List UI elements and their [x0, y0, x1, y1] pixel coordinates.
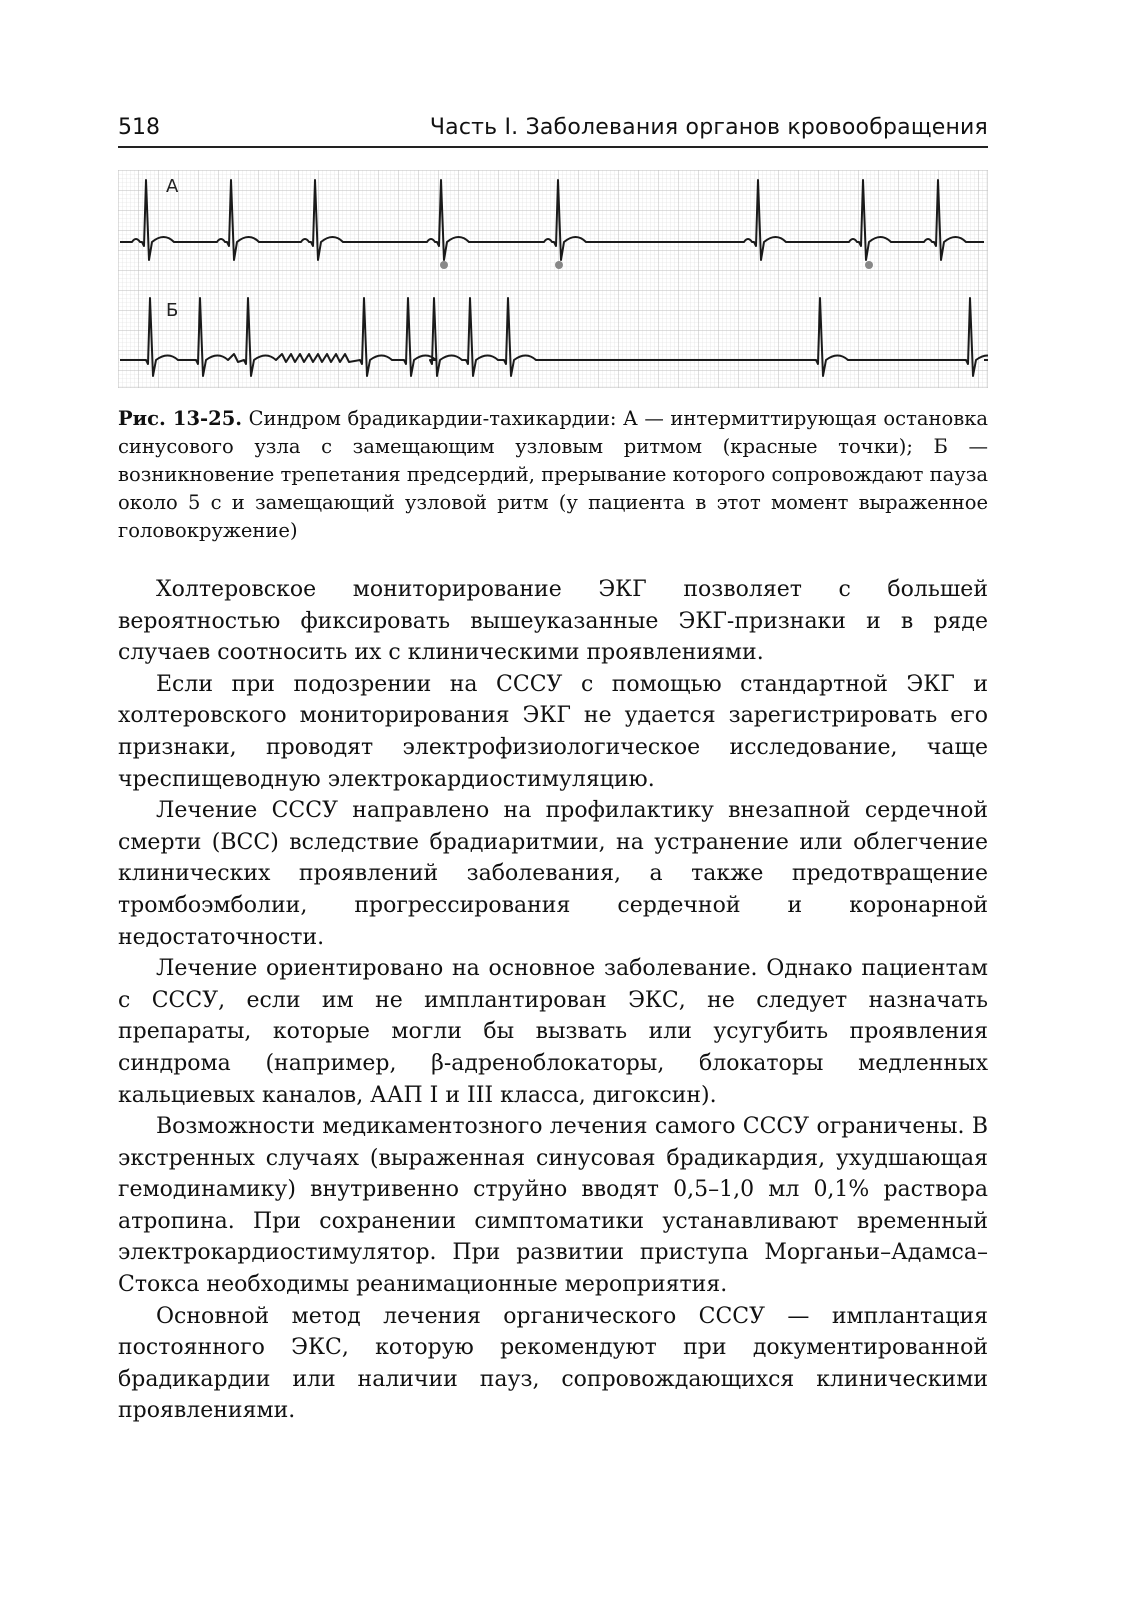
paragraph-ep-study: Если при подозрении на СССУ с помощью стандартной ЭКГ и холтеровского мониторирования ЭКГ не удается зарегистрировать его признаки, проводят электрофизиологическое исследование, чаще чреспищеводную электрокардиостимуляцию. [118, 671, 988, 792]
ecg-grid [118, 170, 988, 388]
running-head [118, 106, 988, 148]
paragraph-underlying-disease: Лечение ориентировано на основное заболевание. Однако пациентам с СССУ, если им не имплантирован ЭКС, не следует назначать препараты, которые могли бы вызвать или усугубить проявления синдрома (например, β-адреноблокаторы, блокаторы медленных кальциевых каналов, ААП I и III класса, дигоксин). [118, 956, 988, 1108]
escape-rhythm-marker-3 [865, 261, 873, 269]
strip-b-label: Б [166, 300, 179, 321]
figure-label: Рис. 13-25. [118, 407, 243, 430]
page-number: 518 [118, 115, 160, 140]
paragraph-treatment-goals: Лечение СССУ направлено на профилактику внезапной сердечной смерти (ВСС) вследствие брадиаритмии, на устранение или облегчение клинических проявлений заболевания, а также предотвращение тромбоэмболии, прогрессирования сердечной и коронарной недостаточности. [118, 798, 988, 950]
paragraph-drug-therapy: Возможности медикаментозного лечения самого СССУ ограничены. В экстренных случаях (выраженная синусовая брадикардия, ухудшающая гемодинамику) внутривенно струйно вводят 0,5–1,0 мл 0,1% раствора атропина. При сохранении симптоматики устанавливают временный электрокардиостимулятор. При развитии приступа Морганьи–Адамса–Стокса необходимы реанимационные мероприятия. [118, 1114, 988, 1298]
strip-a-label: А [166, 176, 179, 197]
escape-rhythm-marker-2 [555, 261, 563, 269]
ecg-figure [118, 170, 988, 388]
running-title: Часть I. Заболевания органов кровообращения [429, 115, 988, 140]
paragraph-pacemaker: Основной метод лечения органического СССУ — имплантация постоянного ЭКС, которую рекомендуют при документированной брадикардии или наличии пауз, сопровождающихся клиническими проявлениями. [118, 1303, 988, 1424]
ecg-strips [118, 170, 988, 388]
paragraph-holter: Холтеровское мониторирование ЭКГ позволяет с большей вероятностью фиксировать вышеуказанные ЭКГ-признаки и в ряде случаев соотносить их с клиническими проявлениями. [118, 577, 988, 666]
escape-rhythm-marker-1 [440, 261, 448, 269]
figure-caption-text: Синдром брадикардии-тахикардии: А — интермиттирующая остановка синусового узла с замещающим узловым ритмом (красные точки); Б — возникновение трепетания предсердий, прерывание которого сопровождают пауза около 5 с и замещающий узловой ритм (у пациента в этот момент выраженное головокружение) [118, 407, 989, 542]
body-text [118, 574, 988, 1427]
figure-caption [118, 405, 988, 545]
